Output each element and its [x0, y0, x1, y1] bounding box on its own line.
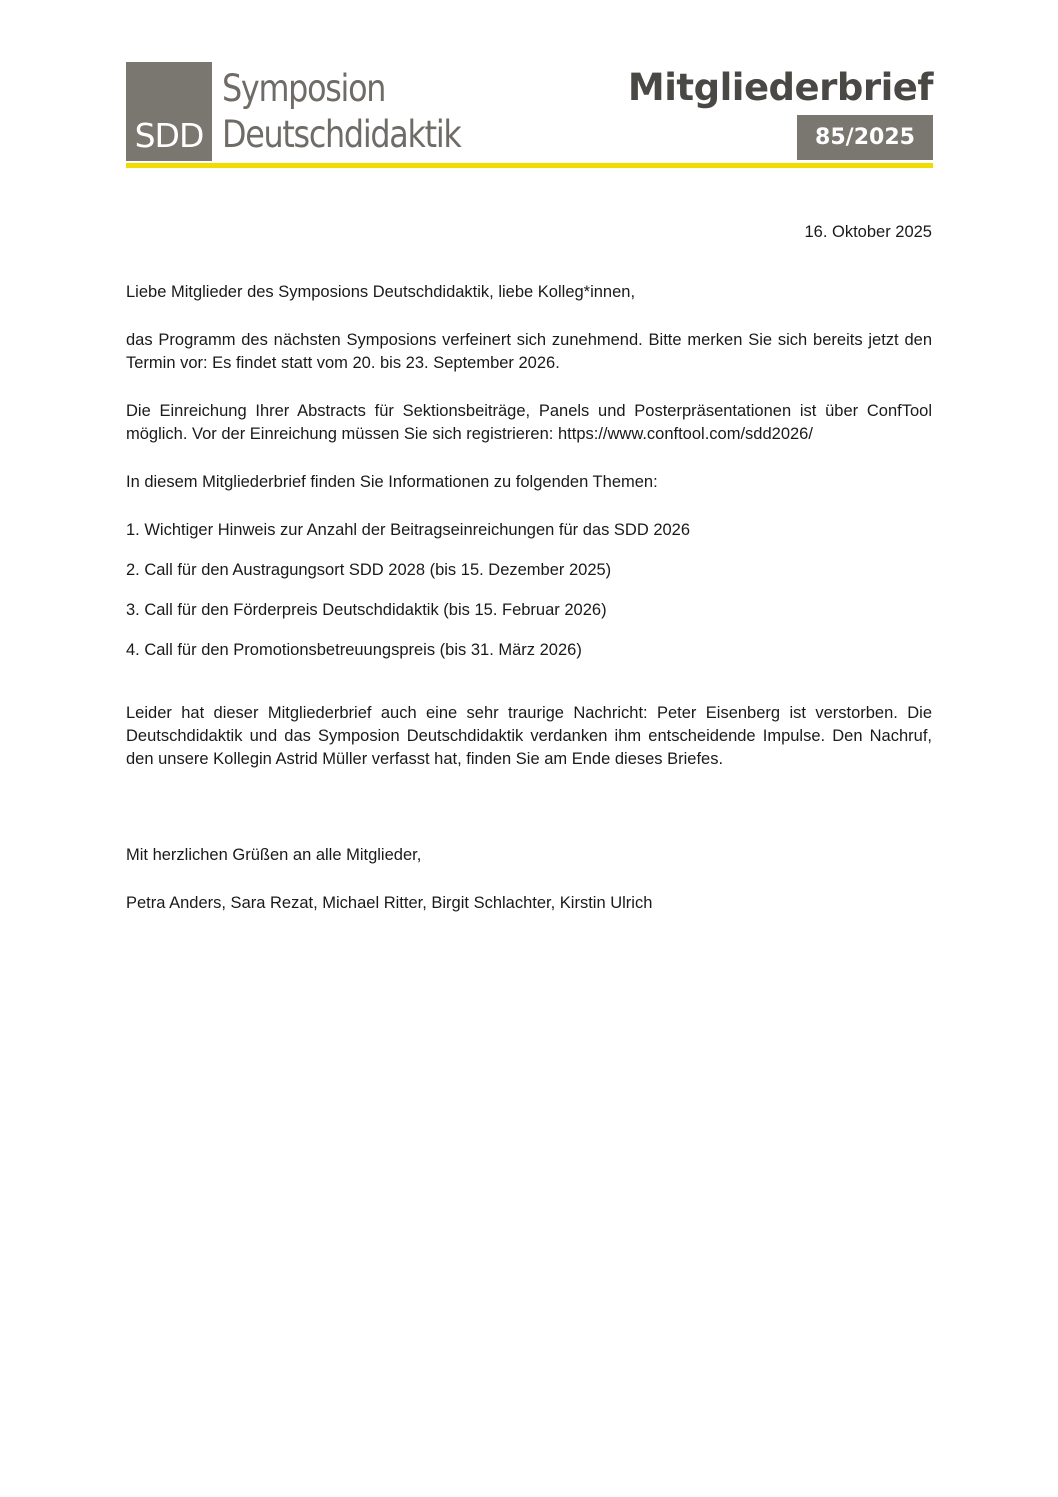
paragraph-obituary-notice: Leider hat dieser Mitgliederbrief auch eine sehr traurige Nachricht: Peter Eisenberg ist verstorben. Die Deutschdidaktik und das Symposion Deutschdidaktik verdanken ihm entscheidende Impulse. Den Nachruf, den unsere Kollegin Astrid Müller verfasst hat, finden Sie am Ende dieses Briefes.: [126, 704, 932, 768]
logo-line-deutschdidaktik: Deutschdidaktik: [222, 113, 461, 156]
newsletter-title: Mitgliederbrief: [627, 66, 933, 109]
closing: Mit herzlichen Grüßen an alle Mitglieder,: [126, 846, 422, 864]
paragraph-submission: [126, 400, 932, 446]
issue-number-badge: 85/2025: [797, 115, 933, 160]
submission-text: Die Einreichung Ihrer Abstracts für Sektionsbeiträge, Panels und Posterpräsentationen ist über ConfTool möglich. Vor der Einreichung müssen Sie sich registrieren:: [126, 402, 932, 443]
salutation: Liebe Mitglieder des Symposions Deutschdidaktik, liebe Kolleg*innen,: [126, 283, 636, 301]
letterhead: [126, 62, 933, 170]
letter-date: 16. Oktober 2025: [804, 223, 932, 241]
logo-line-symposion: Symposion: [222, 67, 386, 110]
sdd-logo-box: [126, 62, 212, 161]
signatories: Petra Anders, Sara Rezat, Michael Ritter, Birgit Schlachter, Kirstin Ulrich: [126, 894, 653, 912]
topics-list: [126, 519, 932, 662]
conftool-link[interactable]: https://www.conftool.com/sdd2026/: [557, 425, 813, 443]
list-item: 3. Call für den Förderpreis Deutschdidaktik (bis 15. Februar 2026): [126, 601, 607, 619]
header-divider: [126, 163, 933, 168]
logo-abbreviation: SDD: [134, 116, 204, 155]
paragraph-program: das Programm des nächsten Symposions verfeinert sich zunehmend. Bitte merken Sie sich bereits jetzt den Termin vor: Es findet statt vom 20. bis 23. September 2026.: [126, 331, 932, 372]
letter-body: [126, 221, 932, 940]
list-item: 4. Call für den Promotionsbetreuungspreis (bis 31. März 2026): [126, 641, 582, 659]
list-item: 1. Wichtiger Hinweis zur Anzahl der Beitragseinreichungen für das SDD 2026: [126, 521, 691, 539]
list-item: 2. Call für den Austragungsort SDD 2028 (bis 15. Dezember 2025): [126, 561, 612, 579]
spacer: [126, 796, 932, 844]
topics-intro: In diesem Mitgliederbrief finden Sie Informationen zu folgenden Themen:: [126, 473, 658, 491]
logo-wordmark: [222, 66, 461, 158]
